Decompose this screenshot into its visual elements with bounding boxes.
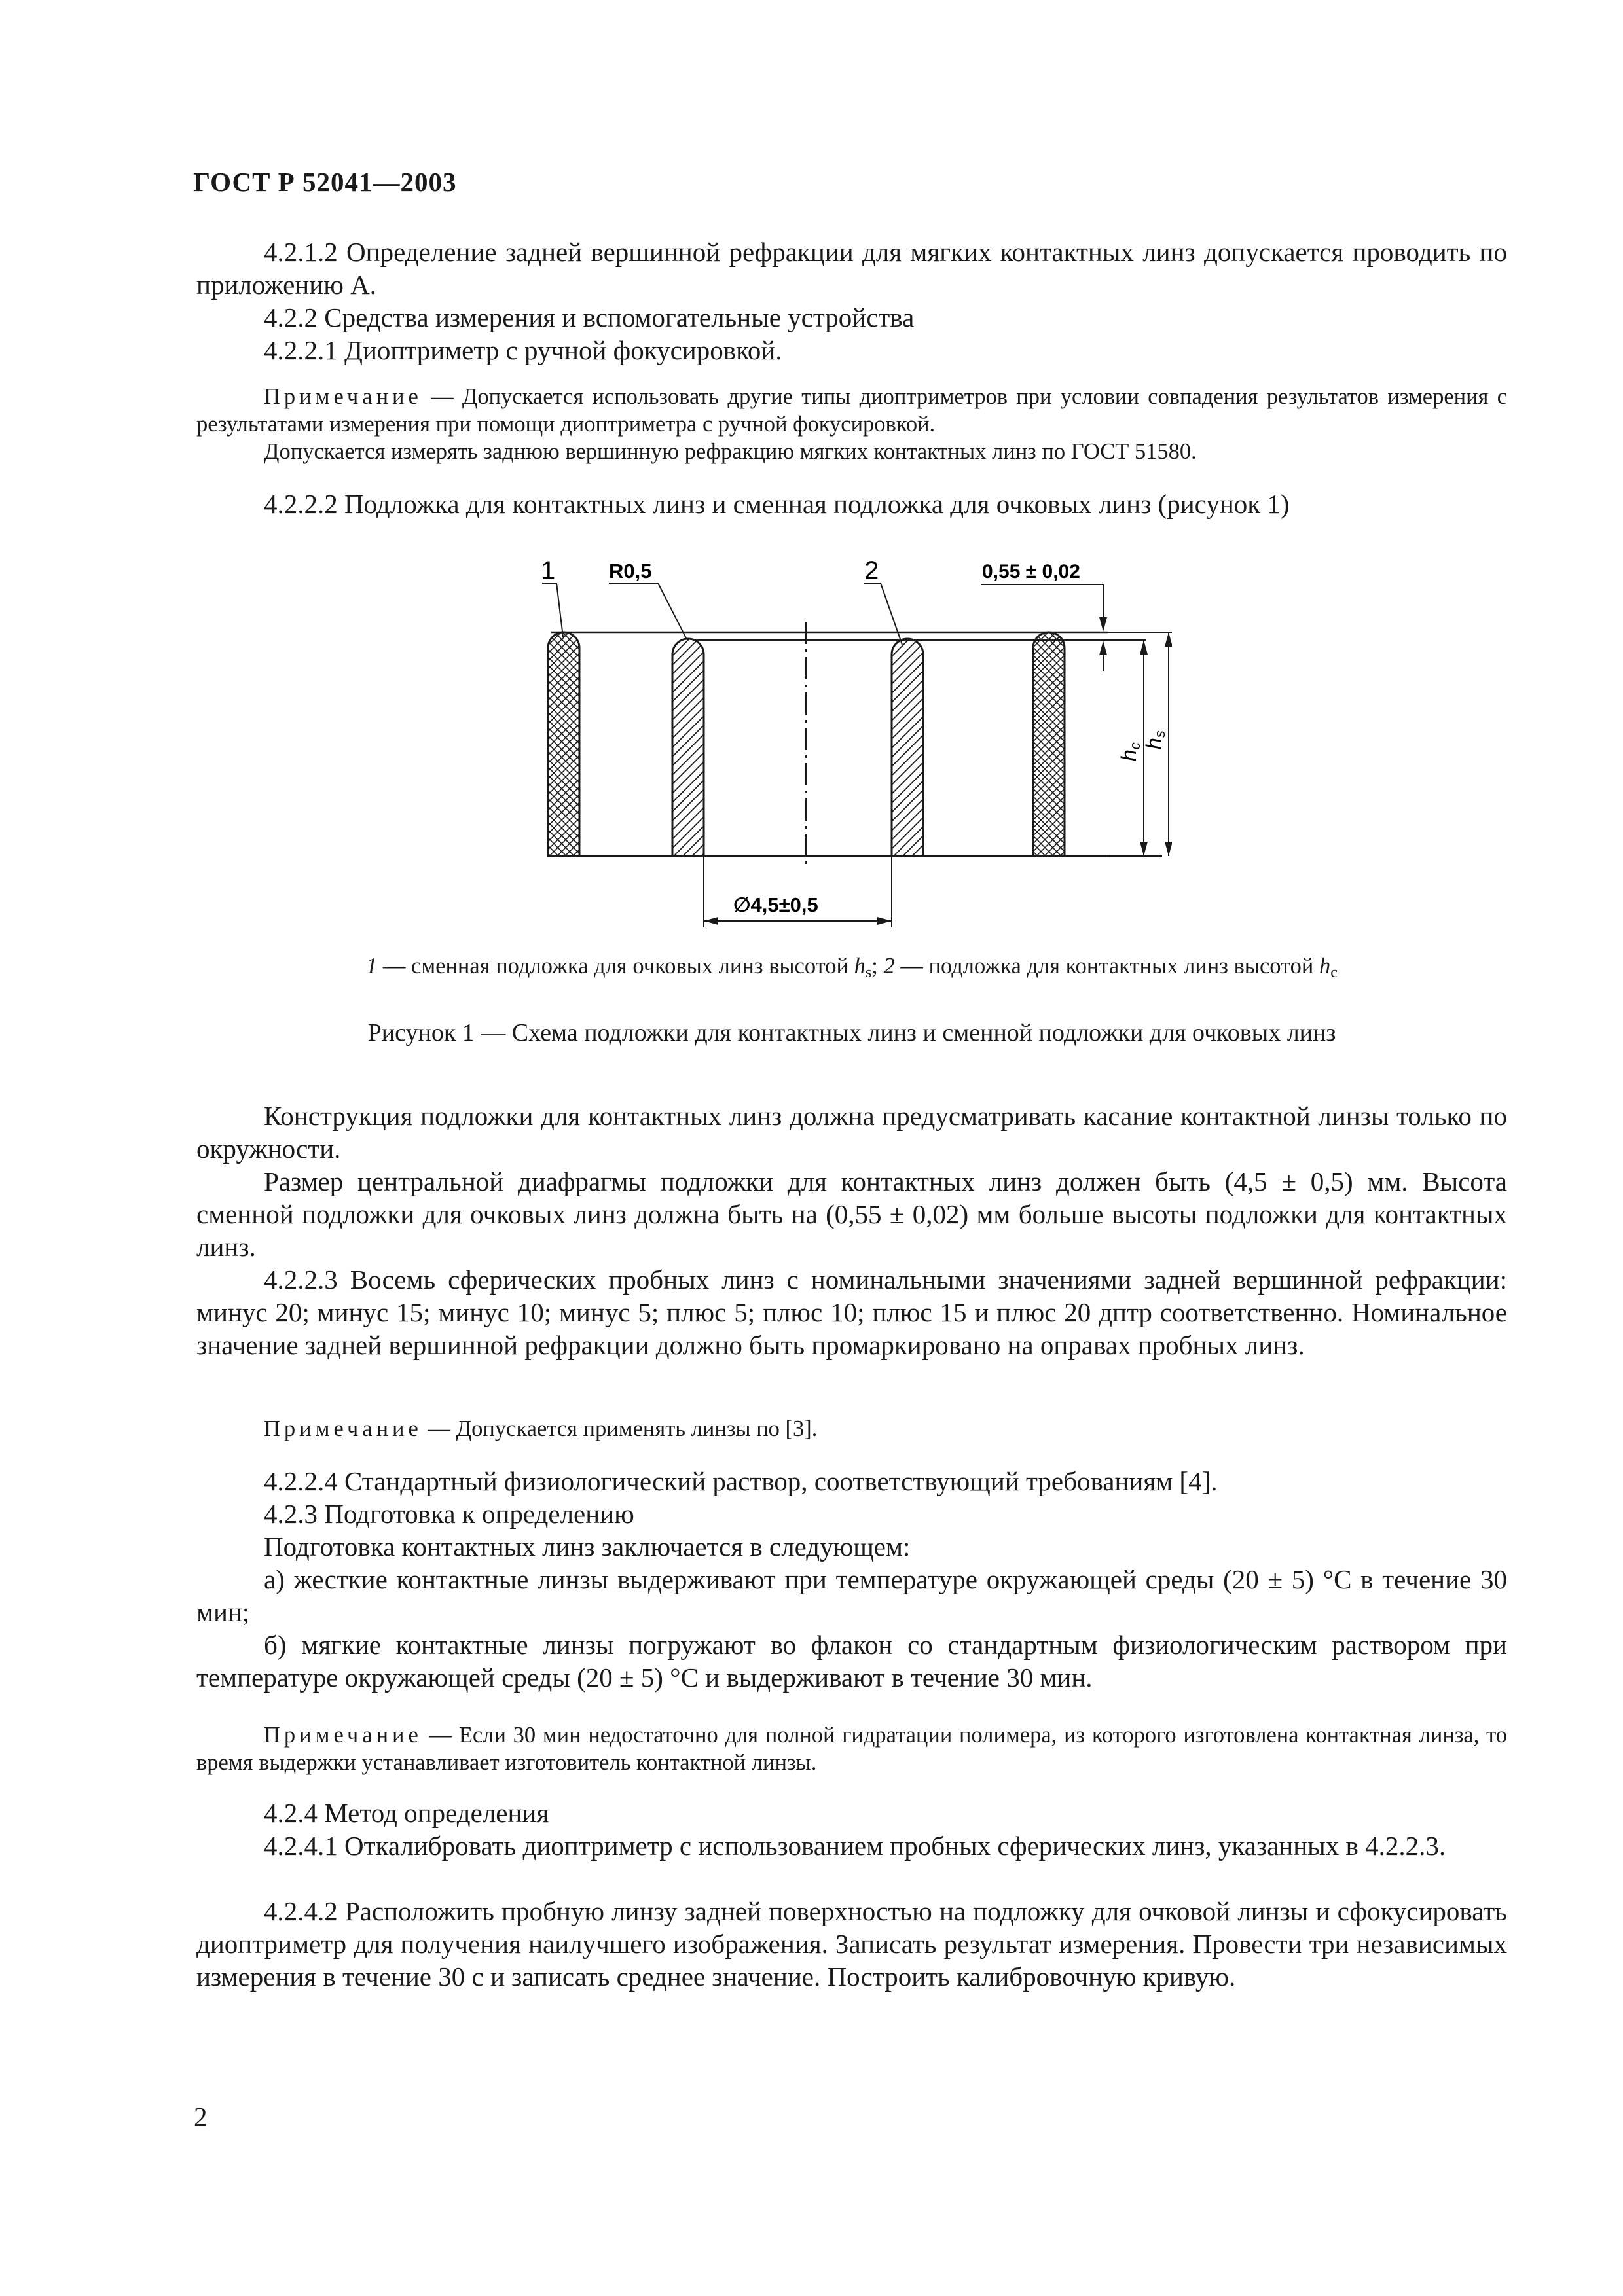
hc-label: hc: [1117, 742, 1143, 761]
paragraph-4-2-1-2: 4.2.1.2 Определение задней вершинной рефракции для мягких контактных линз допускается проводить по приложению А.: [196, 237, 1507, 300]
paragraph-4-2-4-2: 4.2.4.2 Расположить пробную линзу задней поверхностью на подложку для очковой линзы и сфокусировать диоптриметр для получения наилучшего изображения. Записать результат измерения. Провести три независимых измерения в течение 30 с и записать среднее значение. Построить калибровочную кривую.: [196, 1896, 1507, 1992]
paragraph-preparation: Подготовка контактных линз заключается в следующем:: [264, 1532, 911, 1562]
note-1-line-2: Допускается измерять заднюю вершинную рефракцию мягких контактных линз по ГОСТ 51580.: [264, 439, 1197, 464]
paragraph-4-2-3: 4.2.3 Подготовка к определению: [264, 1499, 634, 1529]
hs-label: hs: [1142, 730, 1168, 749]
note-text: — Допускается применять линзы по [3].: [422, 1416, 818, 1441]
paragraph-size: Размер центральной диафрагмы подложки для контактных линз должен быть (4,5 ± 0,5) мм. Высота сменной подложки для очковых линз должна быть на (0,55 ± 0,02) мм больше высоты подложки для контактных линз.: [196, 1166, 1507, 1262]
paragraph-4-2-2: 4.2.2 Средства измерения и вспомогательные устройства: [264, 302, 915, 332]
note-text: — Допускается использовать другие типы диоптриметров при условии совпадения результатов измерения с результатами измерения при помощи диоптриметра с ручной фокусировкой.: [196, 384, 1507, 437]
paragraph-4-2-2-4: 4.2.2.4 Стандартный физиологический раствор, соответствующий требованиям [4].: [264, 1466, 1218, 1496]
label-1: 1: [541, 556, 556, 585]
height-diff-label: 0,55 ± 0,02: [982, 561, 1080, 583]
diameter-label: ∅4,5±0,5: [733, 893, 818, 916]
note-text: — Если 30 мин недостаточно для полной гидратации полимера, из которого изготовлена контактная линза, то время выдержки устанавливает изготовитель контактной линзы.: [196, 1723, 1507, 1775]
figure-caption: Рисунок 1 — Схема подложки для контактных линз и сменной подложки для очковых линз: [367, 1019, 1336, 1047]
note-1: [196, 383, 1507, 438]
paragraph-4-2-2-2: 4.2.2.2 Подложка для контактных линз и сменная подложка для очковых линз (рисунок 1): [264, 489, 1290, 519]
note-3: [196, 1721, 1507, 1776]
paragraph-item-b: б) мягкие контактные линзы погружают во флакон со стандартным физиологическим раствором при температуре окружающей среды (20 ± 5) °С и выдерживают в течение 30 мин.: [196, 1630, 1507, 1693]
label-2: 2: [864, 556, 879, 585]
legend-2-number: 2: [883, 954, 895, 978]
radius-label: R0,5: [609, 560, 652, 583]
note-2: [196, 1415, 1507, 1443]
outer-wall-left: [548, 632, 579, 856]
paragraph-4-2-4-1: 4.2.4.1 Откалибровать диоптриметр с использованием пробных сферических линз, указанных в 4.2.2.3.: [264, 1831, 1446, 1861]
figure-legend: 1 — сменная подложка для очковых линз высотой $h_s$; 2 — подложка для контактных линз высотой $h_c$: [366, 954, 1338, 981]
legend-1-number: 1: [366, 954, 378, 978]
note-label: Примечание: [264, 384, 422, 409]
standard-header: ГОСТ Р 52041—2003: [193, 167, 457, 197]
page-number: 2: [194, 2102, 208, 2132]
paragraph-item-a: а) жесткие контактные линзы выдерживают при температуре окружающей среды (20 ± 5) °С в течение 30 мин;: [196, 1564, 1507, 1627]
paragraph-4-2-4: 4.2.4 Метод определения: [264, 1798, 549, 1828]
figure-1-diagram: [511, 533, 1172, 939]
paragraph-construction: Конструкция подложки для контактных линз должна предусматривать касание контактной линзы только по окружности.: [196, 1101, 1507, 1164]
paragraph-4-2-2-3: 4.2.2.3 Восемь сферических пробных линз с номинальными значениями задней вершинной рефракции: минус 20; минус 15; минус 10; минус 5; плюс 5; плюс 10; плюс 15 и плюс 20 дптр соответственно. Номинальное значение задней вершинной рефракции должно быть промаркировано на оправах пробных линз.: [196, 1265, 1507, 1360]
note-label: Примечание: [264, 1723, 422, 1748]
note-label: Примечание: [264, 1416, 422, 1441]
paragraph-4-2-2-1: 4.2.2.1 Диоптриметр с ручной фокусировкой.: [264, 335, 782, 365]
outer-wall-right: [1033, 632, 1065, 856]
inner-wall-right: [892, 639, 923, 856]
inner-wall-left: [672, 639, 704, 856]
